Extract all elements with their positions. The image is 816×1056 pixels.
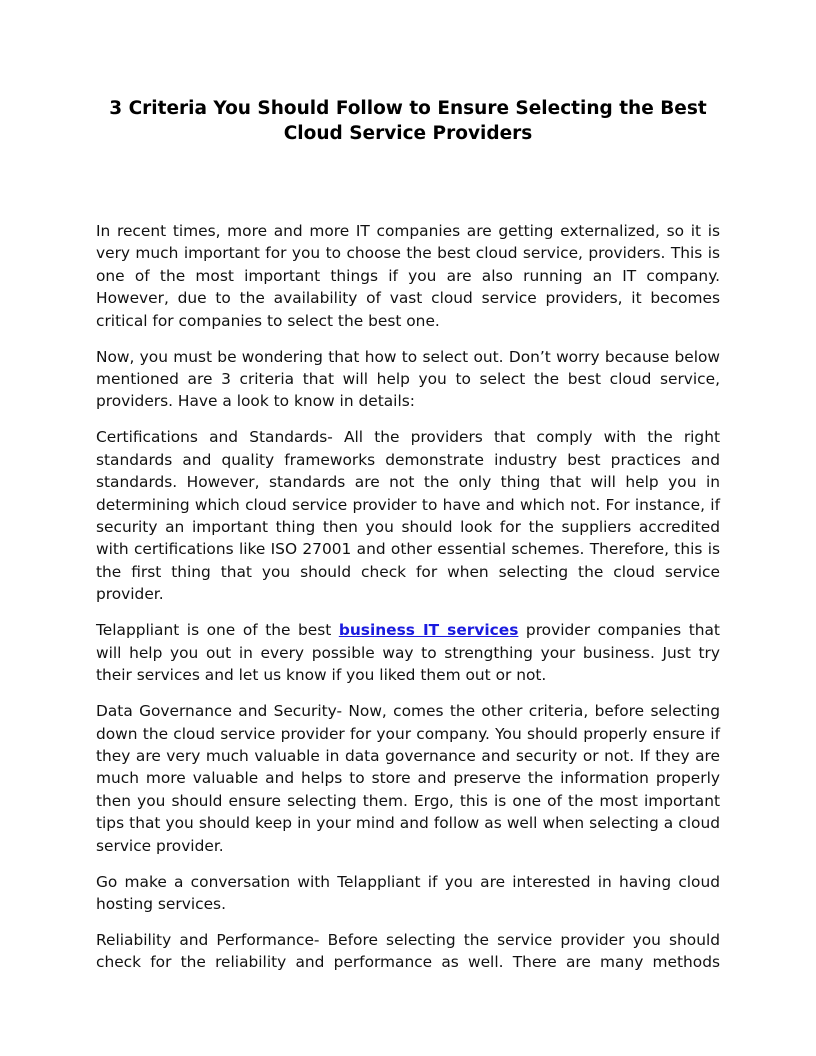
paragraph-conversation: Go make a conversation with Telappliant if you are interested in having cloud hosting services. xyxy=(96,872,720,913)
paragraph-promo xyxy=(96,619,720,686)
business-it-services-link[interactable]: business IT services xyxy=(338,621,519,640)
paragraph-data-governance: Data Governance and Security- Now, comes the other criteria, before selecting down the cloud service provider for your company. You should properly ensure if they are very much valuable in data governance and security or not. If they are much more valuable and helps to store and preserve the information properly then you should ensure selecting them. Ergo, this is one of the most important tips that you should keep in your mind and follow as well when selecting a cloud service provider. xyxy=(96,702,720,855)
paragraph-criteria-intro: Now, you must be wondering that how to select out. Don’t worry because below mentioned are 3 criteria that will help you to select the best cloud service, providers. Have a look to know in details: xyxy=(96,347,720,411)
document-title: 3 Criteria You Should Follow to Ensure Selecting the Best Cloud Service Providers xyxy=(109,98,707,144)
promo-text-before: Telappliant is one of the best xyxy=(96,621,339,640)
promo-text-after: provider companies that will help you out in every possible way to strengthing your business. Just try their services and let us know if you liked them out or not. xyxy=(96,621,720,685)
paragraph-reliability: Reliability and Performance- Before selecting the service provider you should check for the reliability and performance as well. There are many methods xyxy=(96,930,720,972)
document-page xyxy=(96,96,720,987)
paragraph-intro: In recent times, more and more IT companies are getting externalized, so it is very much important for you to choose the best cloud service, providers. This is one of the most important things if you are also running an IT company. However, due to the availability of vast cloud service providers, it becomes critical for companies to select the best one. xyxy=(96,222,720,330)
paragraph-certifications: Certifications and Standards- All the providers that comply with the right standards and quality frameworks demonstrate industry best practices and standards. However, standards are not the only thing that will help you in determining which cloud service provider to have and which not. For instance, if security an important thing then you should look for the suppliers accredited with certifications like ISO 27001 and other essential schemes. Therefore, this is the first thing that you should check for when selecting the cloud service provider. xyxy=(96,428,720,604)
